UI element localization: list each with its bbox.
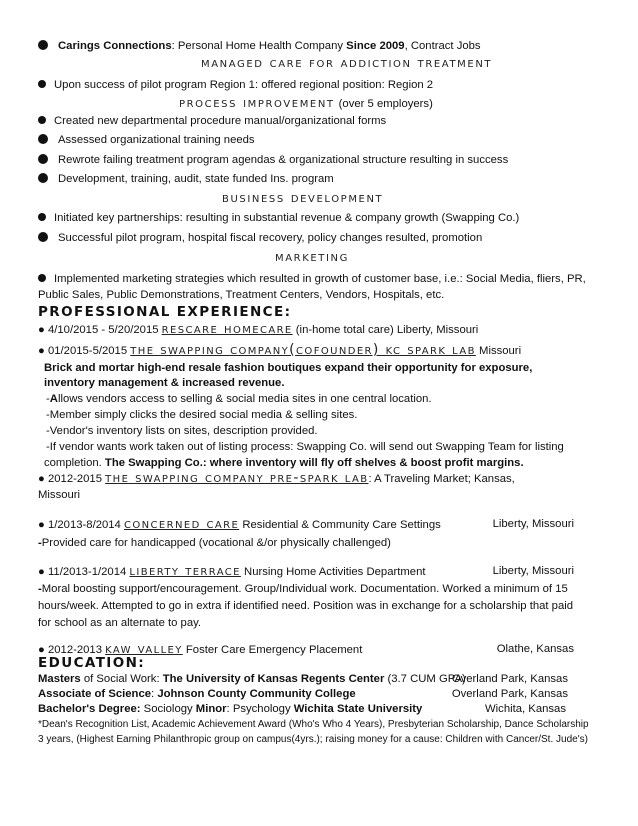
bullet-icon (38, 80, 46, 88)
bullet-region: Upon success of pilot program Region 1: offered regional position: Region 2 (38, 78, 433, 92)
bullet-icon (38, 40, 48, 50)
job-swapping-point-4: -If vendor wants work taken out of listing process: Swapping Co. will send out Swapping Team for listing (46, 441, 564, 453)
bullet-icon: ● (38, 324, 45, 336)
education-heading: EDUCATION: (38, 655, 146, 671)
bullet-icon (38, 232, 48, 242)
job-kaw-valley: ● 2012-2013 kaw valley Foster Care Emergency Placement Olathe, Kansas (38, 641, 574, 657)
bullet-training: Assessed organizational training needs (38, 133, 255, 147)
job-swapping-pre-location: Missouri (38, 489, 81, 501)
bullet-icon (38, 274, 46, 282)
education-bachelors: Bachelor's Degree: Sociology Minor: Psychology Wichita State University Wichita, Kansas (38, 703, 566, 715)
section-business: business development (222, 190, 384, 206)
bullet-marketing: Implemented marketing strategies which resulted in growth of customer base, i.e.: Social Media, fliers, PR, Public Sales, Public Demonstrations, Treatment Centers, Vendors, Hospitals, etc. (38, 273, 586, 301)
job-swapping-point-1: -Allows vendors access to selling & social media sites in one central location. (46, 393, 432, 405)
job-swapping-description: Brick and mortar high-end resale fashion boutiques expand their opportunity for exposure, inventory management & increased revenue. (44, 362, 533, 389)
job-swapping-point-2: -Member simply clicks the desired social media & selling sites. (46, 409, 358, 421)
section-process: process improvement (over 5 employers) (179, 95, 433, 111)
bullet-carings: Carings Connections: Personal Home Health Company Since 2009, Contract Jobs (38, 39, 481, 53)
bullet-icon: ● (38, 473, 45, 485)
job-swapping-point-5: completion. The Swapping Co.: where inventory will fly off shelves & boost profit margins. (44, 457, 524, 469)
bullet-partnerships: Initiated key partnerships: resulting in substantial revenue & company growth (Swapping Co.) (38, 211, 519, 225)
bullet-icon: ● (38, 566, 45, 578)
job-swapping-pre: ● 2012-2015 the swapping company pre-spark lab: A Traveling Market; Kansas, (38, 470, 515, 486)
bullet-icon (38, 213, 46, 221)
education-masters: Masters of Social Work: The University of Kansas Regents Center (3.7 CUM GPA) Overland Park, Kansas (38, 673, 568, 685)
education-honors-note: *Dean's Recognition List, Academic Achievement Award (Who's Who 4 Years), Presbyterian Scholarship, Dance Scholarship 3 years, (Highest Earning Philanthropic group on campus(4yrs.); raising money for a cause: Children with Cancer/St. Jude's) (38, 719, 589, 745)
job-swapping: ● 01/2015-5/2015 the swapping company(cofounder) kc spark lab Missouri (38, 342, 522, 358)
job-concerned-care: ● 1/2013-8/2014 concerned care Residential & Community Care Settings Liberty, Missouri (38, 516, 574, 532)
bullet-manual: Created new departmental procedure manual/organizational forms (38, 114, 386, 128)
job-liberty-terrace: ● 11/2013-1/2014 liberty terrace Nursing Home Activities Department Liberty, Missouri (38, 563, 574, 579)
job-rescare: ● 4/10/2015 - 5/20/2015 rescare homecare (in-home total care) Liberty, Missouri (38, 321, 479, 337)
education-associate: Associate of Science: Johnson County Community College Overland Park, Kansas (38, 688, 568, 700)
section-managed-care: managed care for addiction treatment (201, 55, 493, 71)
job-concerned-care-description: -Provided care for handicapped (vocational &/or physically challenged) (38, 537, 391, 549)
professional-experience-heading: PROFESSIONAL EXPERIENCE: (38, 304, 292, 320)
job-liberty-terrace-description: -Moral boosting support/encouragement. Group/Individual work. Documentation. Worked a minimum of 15 hours/week. Attempted to go in extra if identified need. Position was in exchange for a scholarship that paid for school as an alternate to pay. (38, 583, 574, 629)
bullet-icon (38, 116, 46, 124)
bullet-icon (38, 154, 48, 164)
bullet-development: Development, training, audit, state funded Ins. program (38, 172, 334, 186)
section-marketing: marketing (275, 249, 349, 265)
bullet-icon (38, 134, 48, 144)
bullet-pilot: Successful pilot program, hospital fiscal recovery, policy changes resulted, promotion (38, 231, 482, 245)
bullet-rewrote: Rewrote failing treatment program agendas & organizational structure resulting in success (38, 153, 508, 167)
bullet-icon (38, 173, 48, 183)
job-swapping-point-3: -Vendor's inventory lists on sites, description provided. (46, 425, 318, 437)
bullet-icon: ● (38, 644, 45, 656)
bullet-icon: ● (38, 345, 45, 357)
bullet-icon: ● (38, 519, 45, 531)
